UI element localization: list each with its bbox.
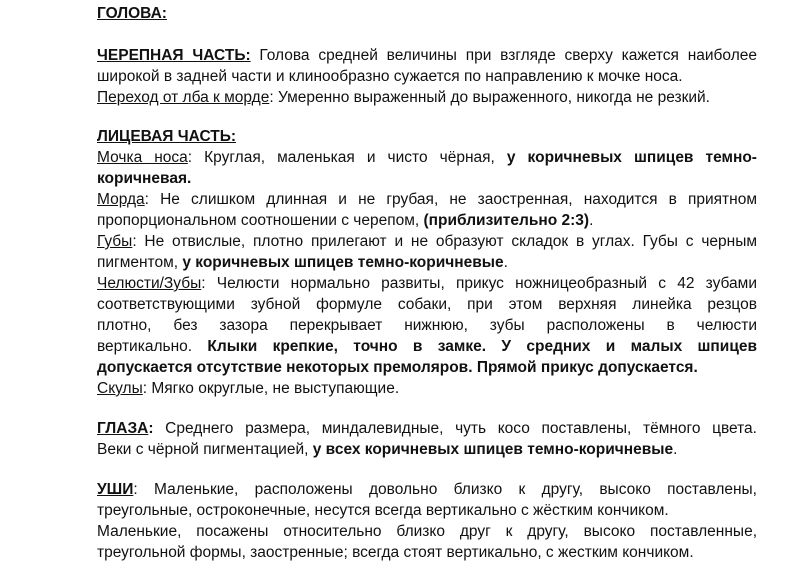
jaws-text-2: соответствующими зубной формуле собаки, при этом верхняя линейка резцов xyxy=(97,296,757,313)
jaws-line-5 xyxy=(97,357,757,378)
ears-text-1: : Маленькие, расположены довольно близко к другу, высоко поставлены, xyxy=(133,481,757,498)
eyes-bold: у всех коричневых шпицев темно-коричневые xyxy=(312,441,674,458)
ears-line-2 xyxy=(97,500,757,521)
eyes-line-2 xyxy=(97,439,757,460)
lips-bold: у коричневых шпицев темно-коричневые xyxy=(182,254,504,271)
cheeks-label: Скулы xyxy=(97,380,143,397)
jaws-text-3: плотно, без зазора перекрывает нижнюю, зубы расположены в челюсти xyxy=(97,317,757,334)
jaws-line-2 xyxy=(97,294,757,315)
jaws-label: Челюсти/Зубы xyxy=(97,275,202,292)
jaws-text-5: допускается отсутствие некоторых премоляров. Прямой прикус допускается. xyxy=(97,359,698,376)
muzzle-end: . xyxy=(589,212,594,229)
nose-line-2 xyxy=(97,168,757,189)
muzzle-text: : Не слишком длинная и не грубая, не заостренная, находится в приятном xyxy=(144,191,757,208)
eyes-text-2: Веки с чёрной пигментацией, xyxy=(97,441,313,458)
ears-text-3: Маленькие, посажены относительно близко друг к другу, высоко поставленные, xyxy=(97,523,757,540)
lips-label: Губы xyxy=(97,233,133,250)
lips-line-2 xyxy=(97,252,757,273)
cranial-text-2: широкой в задней части и клинообразно сужается по направлению к мочке носа. xyxy=(97,68,683,85)
cranial-text-1: Голова средней величины при взгляде сверху кажется наиболее xyxy=(250,47,757,64)
lips-end: . xyxy=(503,254,508,271)
head-heading: ГОЛОВА: xyxy=(97,5,167,22)
muzzle-text-2: пропорциональном соотношении с черепом, xyxy=(97,212,424,229)
eyes-colon: : xyxy=(148,420,154,437)
jaws-text: : Челюсти нормально развиты, прикус ножницеобразный с 42 зубами xyxy=(201,275,757,292)
muzzle-label: Морда xyxy=(97,191,145,208)
lips-text: : Не отвислые, плотно прилегают и не образуют складок в углах. Губы с черным xyxy=(132,233,757,250)
ears-line-1 xyxy=(97,479,757,500)
facial-heading-line xyxy=(97,126,757,147)
cheeks-text: : Мягко округлые, не выступающие. xyxy=(142,380,400,397)
cranial-line-1 xyxy=(97,45,757,66)
nose-line-1 xyxy=(97,147,757,168)
stop-text: : Умеренно выраженный до выраженного, никогда не резкий. xyxy=(269,89,710,106)
stop-label: Переход от лба к морде xyxy=(97,89,270,106)
head-heading-line xyxy=(97,3,757,24)
ears-line-3 xyxy=(97,521,757,542)
nose-bold-1: у коричневых шпицев темно- xyxy=(506,149,757,166)
lips-line-1 xyxy=(97,231,757,252)
jaws-text-4a: вертикально. xyxy=(97,338,208,355)
cranial-line-2 xyxy=(97,66,757,87)
lips-text-2: пигментом, xyxy=(97,254,183,271)
cheeks-line xyxy=(97,378,757,399)
ears-heading: УШИ xyxy=(97,481,134,498)
jaws-line-1 xyxy=(97,273,757,294)
muzzle-line-2 xyxy=(97,210,757,231)
eyes-end: . xyxy=(673,441,678,458)
cranial-heading: ЧЕРЕПНАЯ ЧАСТЬ: xyxy=(97,47,251,64)
eyes-heading: ГЛАЗА xyxy=(97,420,149,437)
eyes-line-1 xyxy=(97,418,757,439)
nose-label: Мочка носа xyxy=(97,149,188,166)
jaws-line-3 xyxy=(97,315,757,336)
jaws-text-4b: Клыки крепкие, точно в замке. У средних и малых шпицев xyxy=(207,338,757,355)
jaws-line-4 xyxy=(97,336,757,357)
nose-bold-2: коричневая. xyxy=(97,170,192,187)
ears-text-2: треугольные, остроконечные, несутся всегда вертикально с жёстким кончиком. xyxy=(97,502,669,519)
eyes-text-1: Среднего размера, миндалевидные, чуть косо поставлены, тёмного цвета. xyxy=(153,420,757,437)
ears-text-4: треугольной формы, заостренные; всегда стоят вертикально, с жестким кончиком. xyxy=(97,544,694,561)
nose-text: : Круглая, маленькая и чисто чёрная, xyxy=(187,149,507,166)
muzzle-line-1 xyxy=(97,189,757,210)
stop-line xyxy=(97,87,757,108)
facial-heading: ЛИЦЕВАЯ ЧАСТЬ: xyxy=(97,128,237,145)
muzzle-ratio: (приблизительно 2:3) xyxy=(423,212,590,229)
